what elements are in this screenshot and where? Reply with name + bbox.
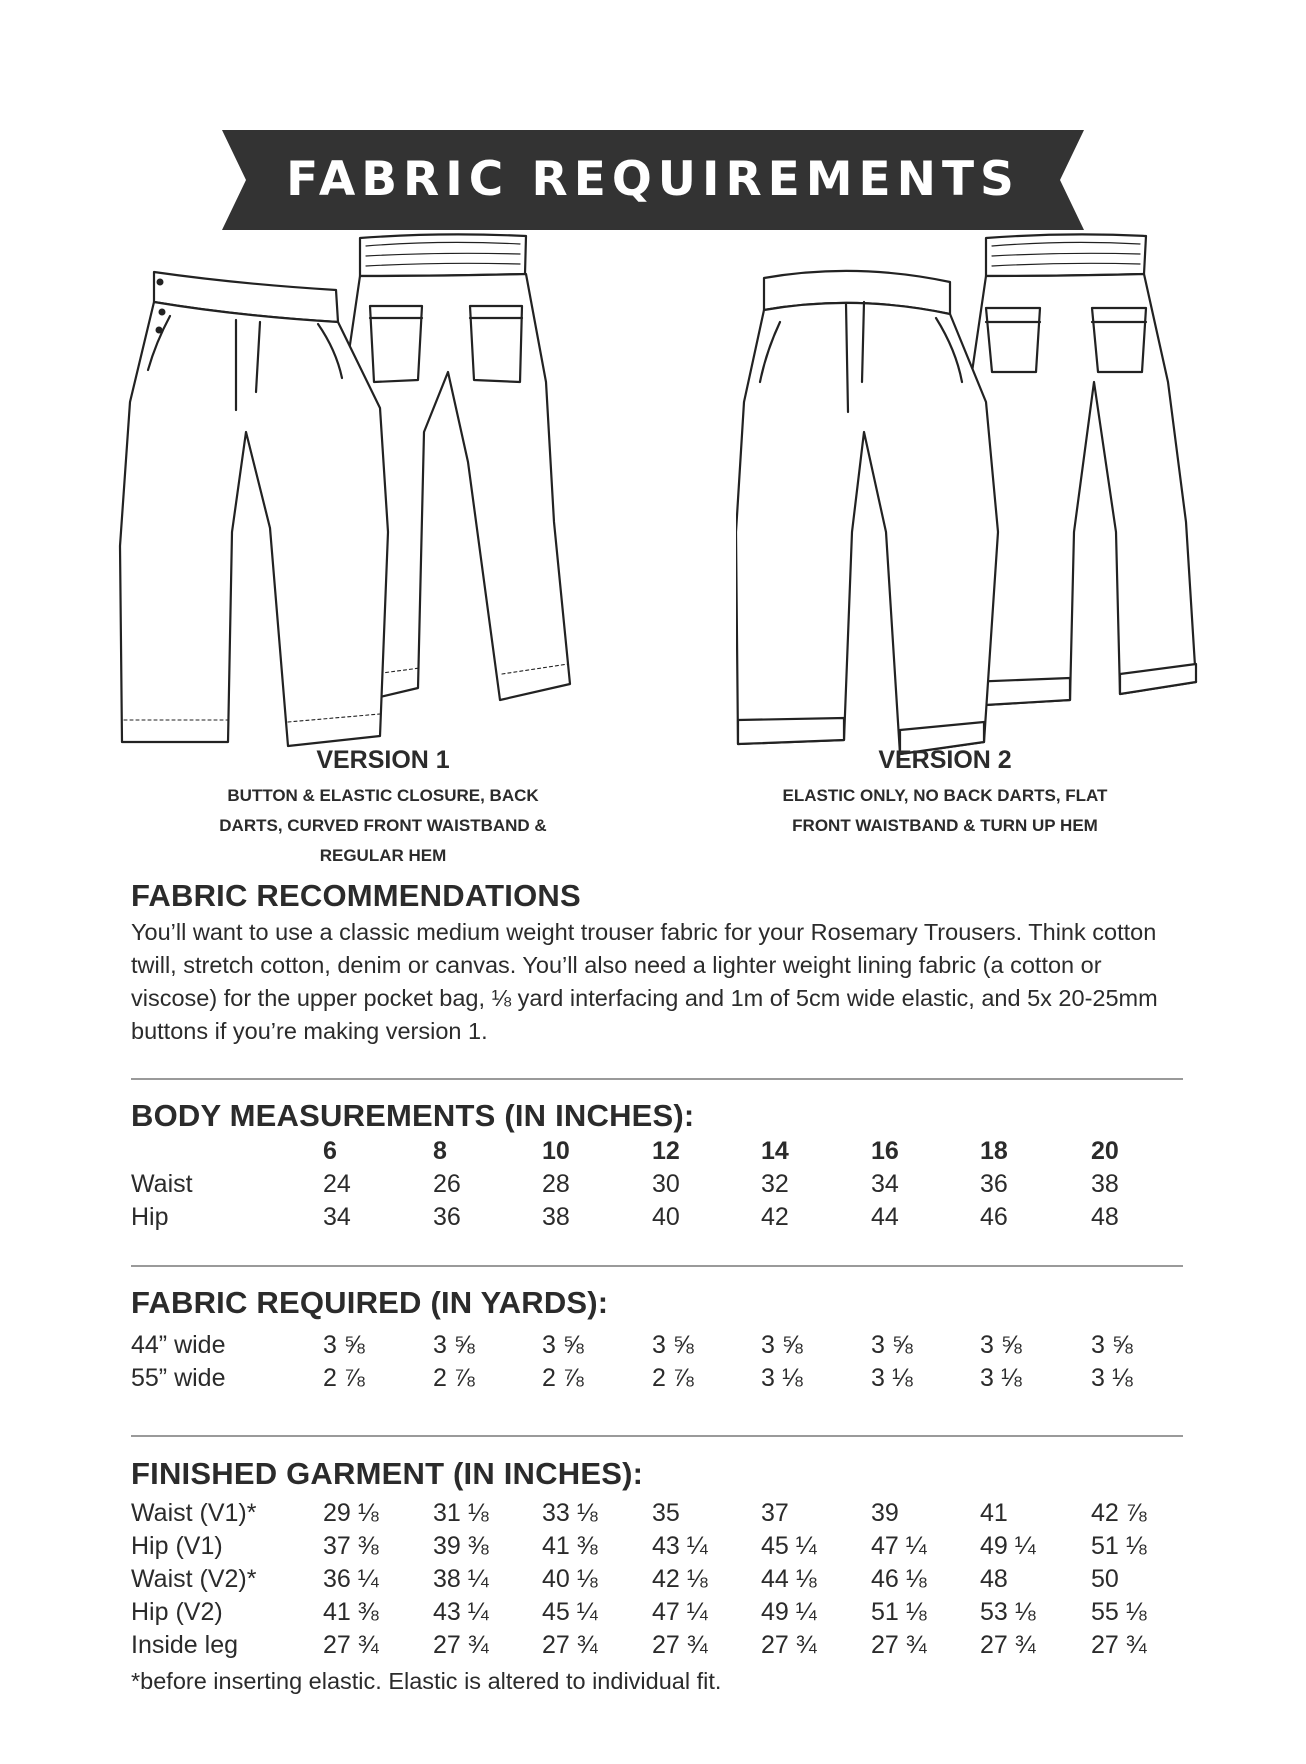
table-cell: 38 [1091,1170,1119,1198]
table-cell: 40 [652,1203,680,1231]
page-title: FABRIC REQUIREMENTS [286,152,1020,207]
row-label: Inside leg [131,1631,239,1659]
table-cell: 27 ¾ [433,1631,489,1659]
table-cell: 3 ⅛ [761,1364,803,1392]
table-cell: 3 ⅝ [761,1331,803,1359]
table-cell: 24 [323,1170,351,1198]
table-cell: 50 [1091,1565,1119,1593]
table-cell: 45 ¼ [761,1532,817,1560]
version-1-illustration [118,232,578,767]
table-cell: 27 ¾ [542,1631,598,1659]
version-2-title: VERSION 2 [878,746,1012,774]
table-cell: 48 [1091,1203,1119,1231]
table-cell: 40 ⅛ [542,1565,598,1593]
v1-front-trousers-drawing [120,272,388,746]
row-label: 44” wide [131,1331,226,1359]
version-1-title: VERSION 1 [316,746,450,774]
table-cell: 43 ¼ [433,1598,489,1626]
table-cell: 51 ⅛ [1091,1532,1147,1560]
finished-garment-heading: FINISHED GARMENT (IN INCHES): [131,1456,644,1491]
table-cell: 46 [980,1203,1008,1231]
version-1-description [183,781,583,871]
recommendation-line: viscose) for the upper pocket bag, ⅛ yard interfacing and 1m of 5cm wide elastic, and 5x 20-25mm [131,985,1158,1011]
table-cell: 32 [761,1170,789,1198]
table-cell: 27 ¾ [323,1631,379,1659]
table-cell: 39 ⅜ [433,1532,489,1560]
row-label: Hip (V2) [131,1598,223,1626]
table-cell: 49 ¼ [980,1532,1036,1560]
table-cell: 3 ⅝ [1091,1331,1133,1359]
table-cell: 27 ¾ [1091,1631,1147,1659]
table-cell: 2 ⅞ [323,1364,365,1392]
table-cell: 28 [542,1170,570,1198]
recommendation-line: You’ll want to use a classic medium weight trouser fabric for your Rosemary Trousers. Think cotton [131,919,1157,945]
table-cell: 3 ⅝ [323,1331,365,1359]
size-header: 14 [761,1137,789,1165]
table-cell: 27 ¾ [652,1631,708,1659]
table-cell: 41 [980,1499,1008,1527]
table-cell: 27 ¾ [980,1631,1036,1659]
table-cell: 27 ¾ [871,1631,927,1659]
section-divider [131,1078,1183,1080]
table-cell: 43 ¼ [652,1532,708,1560]
table-cell: 33 ⅛ [542,1499,598,1527]
table-cell: 31 ⅛ [433,1499,489,1527]
body-measurements-heading: BODY MEASUREMENTS (IN INCHES): [131,1098,695,1133]
fabric-recommendations-text [131,916,1191,1048]
table-cell: 29 ⅛ [323,1499,379,1527]
fabric-recommendations-heading: FABRIC RECOMMENDATIONS [131,878,581,913]
row-label: Hip (V1) [131,1532,223,1560]
size-header: 18 [980,1137,1008,1165]
title-banner [222,130,1084,230]
version-2-desc-line: ELASTIC ONLY, NO BACK DARTS, FLAT [782,786,1108,805]
table-cell: 47 ¼ [871,1532,927,1560]
version-2-caption [745,746,1145,841]
table-cell: 38 [542,1203,570,1231]
table-cell: 42 [761,1203,789,1231]
table-cell: 37 [761,1499,789,1527]
table-cell: 3 ⅝ [542,1331,584,1359]
table-cell: 36 [980,1170,1008,1198]
table-cell: 51 ⅛ [871,1598,927,1626]
size-header: 12 [652,1137,680,1165]
table-cell: 42 ⅛ [652,1565,708,1593]
v2-front-trousers-drawing [736,271,998,754]
table-cell: 26 [433,1170,461,1198]
table-cell: 30 [652,1170,680,1198]
size-header: 6 [323,1137,337,1165]
row-label: Waist (V2)* [131,1565,257,1593]
table-cell: 38 ¼ [433,1565,489,1593]
table-cell: 48 [980,1565,1008,1593]
size-header: 16 [871,1137,899,1165]
table-cell: 46 ⅛ [871,1565,927,1593]
table-cell: 53 ⅛ [980,1598,1036,1626]
size-header: 20 [1091,1137,1119,1165]
version-1-desc-line: REGULAR HEM [319,846,447,865]
size-header: 10 [542,1137,570,1165]
table-cell: 49 ¼ [761,1598,817,1626]
version-2-illustration [736,232,1206,767]
table-cell: 34 [871,1170,899,1198]
table-cell: 45 ¼ [542,1598,598,1626]
section-divider [131,1265,1183,1267]
row-label: Hip [131,1203,169,1231]
table-cell: 47 ¼ [652,1598,708,1626]
table-cell: 36 [433,1203,461,1231]
size-header: 8 [433,1137,447,1165]
row-label: Waist [131,1170,193,1198]
table-cell: 34 [323,1203,351,1231]
version-1-caption [183,746,583,871]
table-cell: 41 ⅜ [542,1532,598,1560]
table-cell: 41 ⅜ [323,1598,379,1626]
section-divider [131,1435,1183,1437]
row-label: Waist (V1)* [131,1499,257,1527]
table-cell: 55 ⅛ [1091,1598,1147,1626]
table-cell: 35 [652,1499,680,1527]
table-cell: 3 ⅝ [871,1331,913,1359]
recommendation-line: buttons if you’re making version 1. [131,1018,488,1044]
table-cell: 3 ⅛ [1091,1364,1133,1392]
table-cell: 3 ⅝ [980,1331,1022,1359]
row-label: 55” wide [131,1364,226,1392]
v2-back-trousers-drawing [964,234,1196,706]
table-cell: 44 ⅛ [761,1565,817,1593]
recommendation-line: twill, stretch cotton, denim or canvas. You’ll also need a lighter weight lining fabric (a cotton or [131,952,1102,978]
version-2-description [745,781,1145,841]
table-cell: 27 ¾ [761,1631,817,1659]
table-cell: 42 ⅞ [1091,1499,1147,1527]
footnote: *before inserting elastic. Elastic is altered to individual fit. [131,1668,722,1694]
table-cell: 2 ⅞ [652,1364,694,1392]
table-cell: 44 [871,1203,899,1231]
version-1-desc-line: BUTTON & ELASTIC CLOSURE, BACK [227,786,539,805]
table-cell: 3 ⅝ [652,1331,694,1359]
table-cell: 36 ¼ [323,1565,379,1593]
table-cell: 3 ⅛ [871,1364,913,1392]
table-cell: 3 ⅛ [980,1364,1022,1392]
table-cell: 39 [871,1499,899,1527]
version-2-desc-line: FRONT WAISTBAND & TURN UP HEM [792,816,1098,835]
table-cell: 3 ⅝ [433,1331,475,1359]
table-cell: 2 ⅞ [542,1364,584,1392]
fabric-required-heading: FABRIC REQUIRED (IN YARDS): [131,1285,609,1320]
version-1-desc-line: DARTS, CURVED FRONT WAISTBAND & [219,816,547,835]
table-cell: 37 ⅜ [323,1532,379,1560]
table-cell: 2 ⅞ [433,1364,475,1392]
